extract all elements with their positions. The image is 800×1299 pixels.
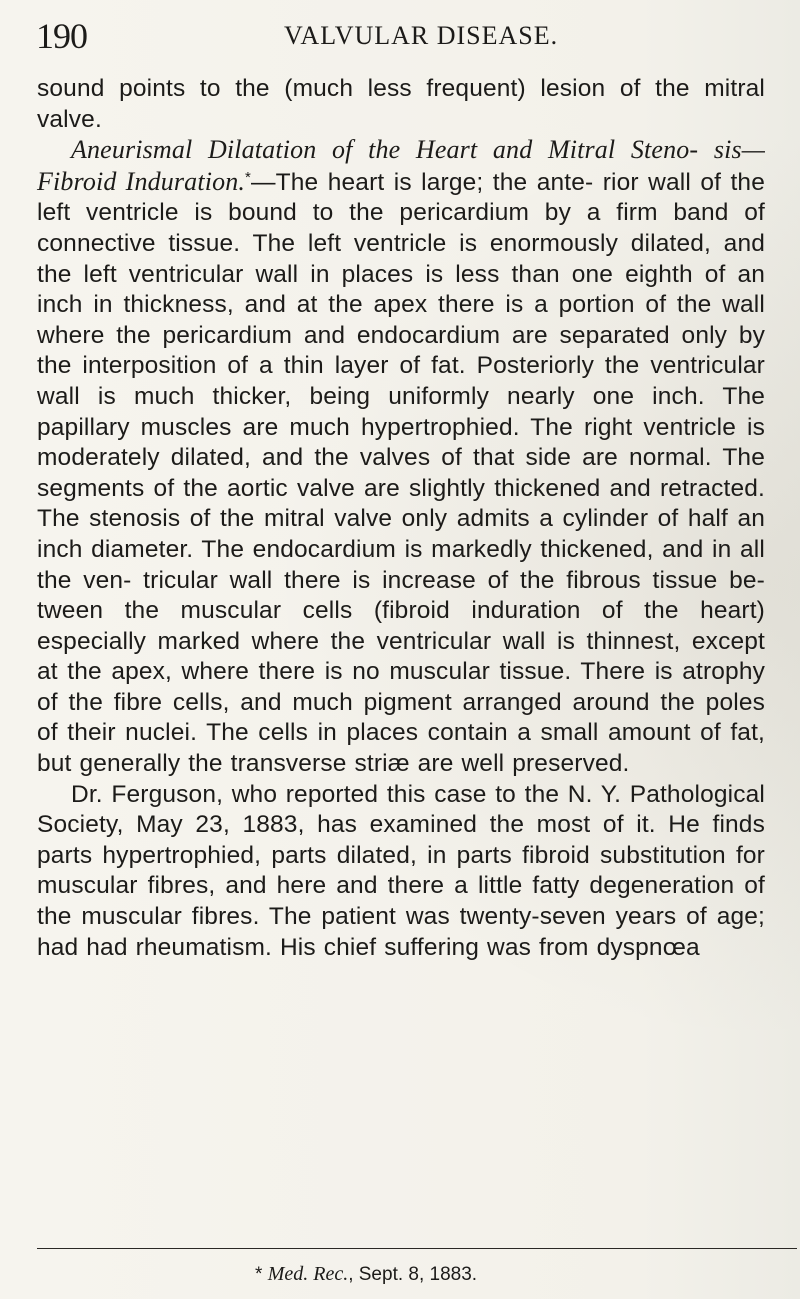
footnote [255,1262,477,1287]
paragraph-continuation [37,74,765,135]
paragraph-ferguson-report [37,780,765,964]
running-head [36,16,776,56]
paragraph-text: sound points to the (much less frequent) lesion of the mitral valve. [37,75,765,133]
footnote-mark: * [255,1264,263,1285]
footnote-divider [37,1248,797,1249]
page-number: 190 [36,16,87,56]
paragraph-text: —The heart is large; the ante- rior wall of the left ventricle is bound to the pericardium by a firm band of connective tissue. The left ventricle is enormously dilated, and the left ventricular wall in places is less than one eighth of an inch in thickness, and at the apex there is a portion of the wall where the pericardium and endocardium are separated only by the interposition of a thin layer of fat. Posteriorly the ventricular wall is much thicker, being uniformly nearly one inch. The papillary muscles are much hypertrophied. The right ventricle is moderately dilated, and the valves of that side are normal. The segments of the aortic valve are slightly thickened and retracted. The stenosis of the mitral valve only admits a cylinder of half an inch diameter. The endocardium is markedly thickened, and in all the ven- tricular wall there is increase of the fibrous tissue be- tween the muscular cells (fibroid induration of the heart) especially marked where the ventricular wall is thinnest, except at the apex, where there is no muscular tissue. There is atrophy of the fibre cells, and much pigment arranged around the poles of their nuclei. The cells in places contain a small amount of fat, but generally the transverse striæ are well preserved. [37,168,765,778]
paragraph-case-description [37,135,765,779]
running-title: VALVULAR DISEASE. [284,21,559,50]
case-heading: Aneurismal Dilatation of the Heart and Mitral Steno- sis—Fibroid Induration. [37,135,765,196]
footnote-reference: * [245,168,252,186]
footnote-date: , Sept. 8, 1883. [348,1264,478,1285]
body-text [37,74,765,963]
paragraph-text: Dr. Ferguson, who reported this case to the N. Y. Pathological Society, May 23, 1883, has examined the most of it. He finds parts hypertrophied, parts dilated, in parts fibroid substitution for muscular fibres, and here and there a little fatty degeneration of the muscular fibres. The patient was twenty-seven years of age; had had rheumatism. His chief suffering was from dyspnœa [37,780,765,961]
footnote-source: Med. Rec. [267,1263,349,1285]
